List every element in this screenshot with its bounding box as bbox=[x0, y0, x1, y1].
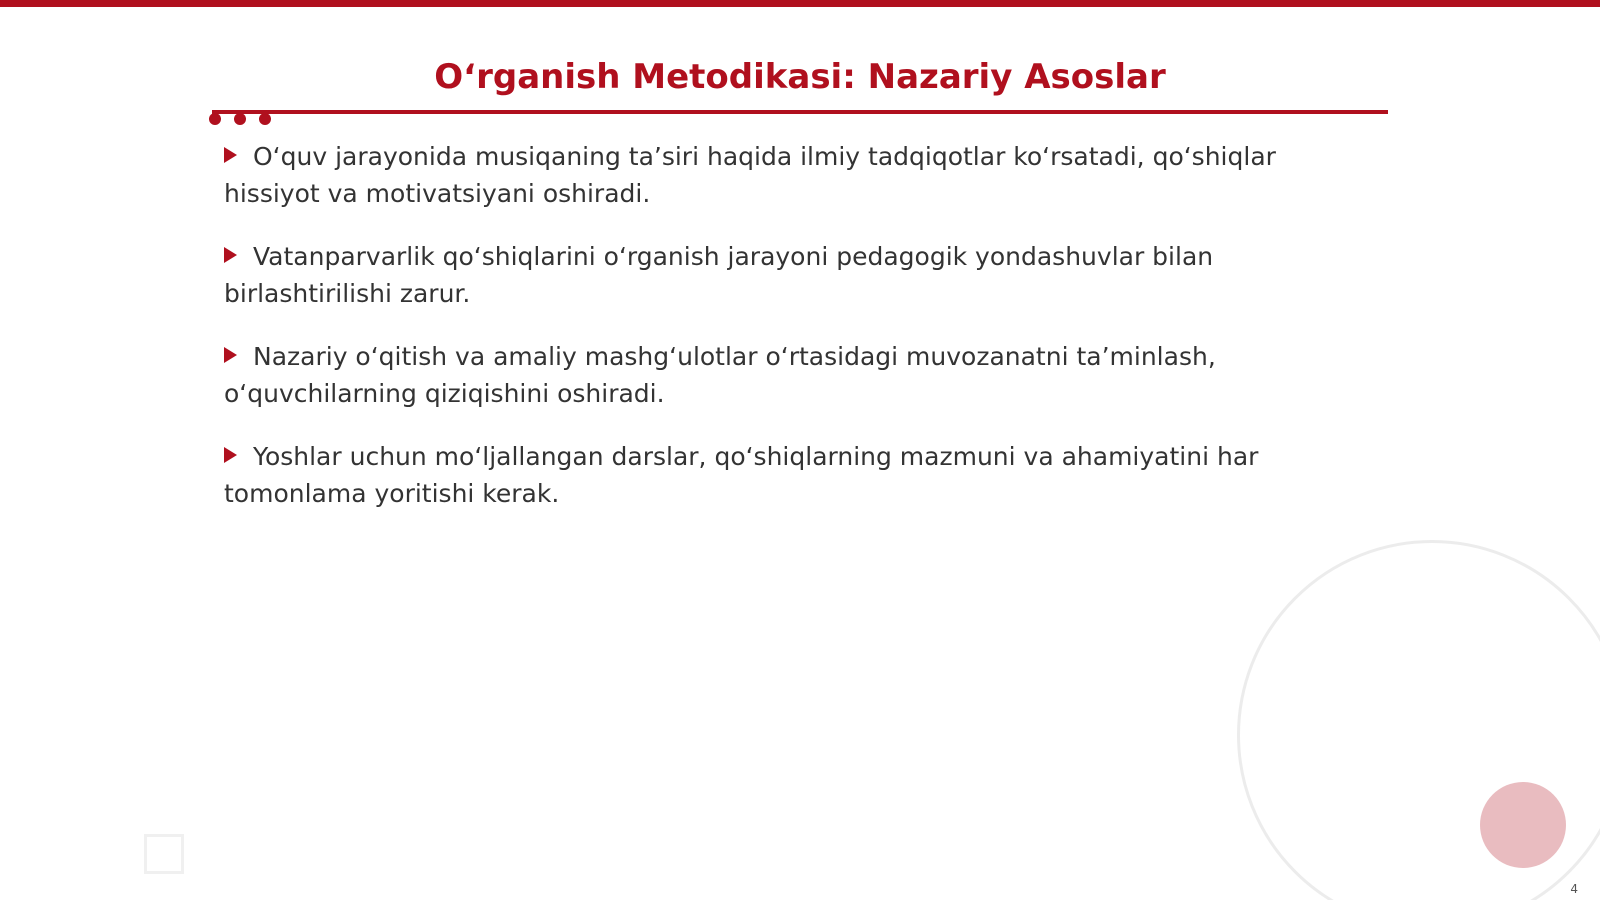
title-underline bbox=[212, 110, 1388, 114]
decorative-dot bbox=[234, 113, 246, 125]
bullet-list bbox=[224, 138, 1374, 538]
triangle-right-icon bbox=[224, 147, 237, 163]
list-item bbox=[224, 338, 1374, 412]
bullet-text: Yoshlar uchun mo‘ljallangan darslar, qo‘shiqlarning mazmuni va ahamiyatini har tomonlama yoritishi kerak. bbox=[224, 442, 1259, 508]
list-item bbox=[224, 138, 1374, 212]
page-number: 4 bbox=[1570, 882, 1578, 896]
decorative-dot bbox=[259, 113, 271, 125]
decorative-dot bbox=[209, 113, 221, 125]
decorative-circle bbox=[1480, 782, 1566, 868]
list-item bbox=[224, 238, 1374, 312]
triangle-right-icon bbox=[224, 247, 237, 263]
triangle-right-icon bbox=[224, 447, 237, 463]
decorative-square bbox=[144, 834, 184, 874]
top-accent-bar bbox=[0, 0, 1600, 7]
bullet-text: Vatanparvarlik qo‘shiqlarini o‘rganish jarayoni pedagogik yondashuvlar bilan birlashtirilishi zarur. bbox=[224, 242, 1214, 308]
bullet-text: Nazariy o‘qitish va amaliy mashg‘ulotlar o‘rtasidagi muvozanatni ta’minlash, o‘quvchilarning qiziqishini oshiradi. bbox=[224, 342, 1216, 408]
bullet-text: O‘quv jarayonida musiqaning ta’siri haqida ilmiy tadqiqotlar ko‘rsatadi, qo‘shiqlar hissiyot va motivatsiyani oshiradi. bbox=[224, 142, 1276, 208]
slide-title: O‘rganish Metodikasi: Nazariy Asoslar bbox=[434, 57, 1166, 97]
triangle-right-icon bbox=[224, 347, 237, 363]
list-item bbox=[224, 438, 1374, 512]
